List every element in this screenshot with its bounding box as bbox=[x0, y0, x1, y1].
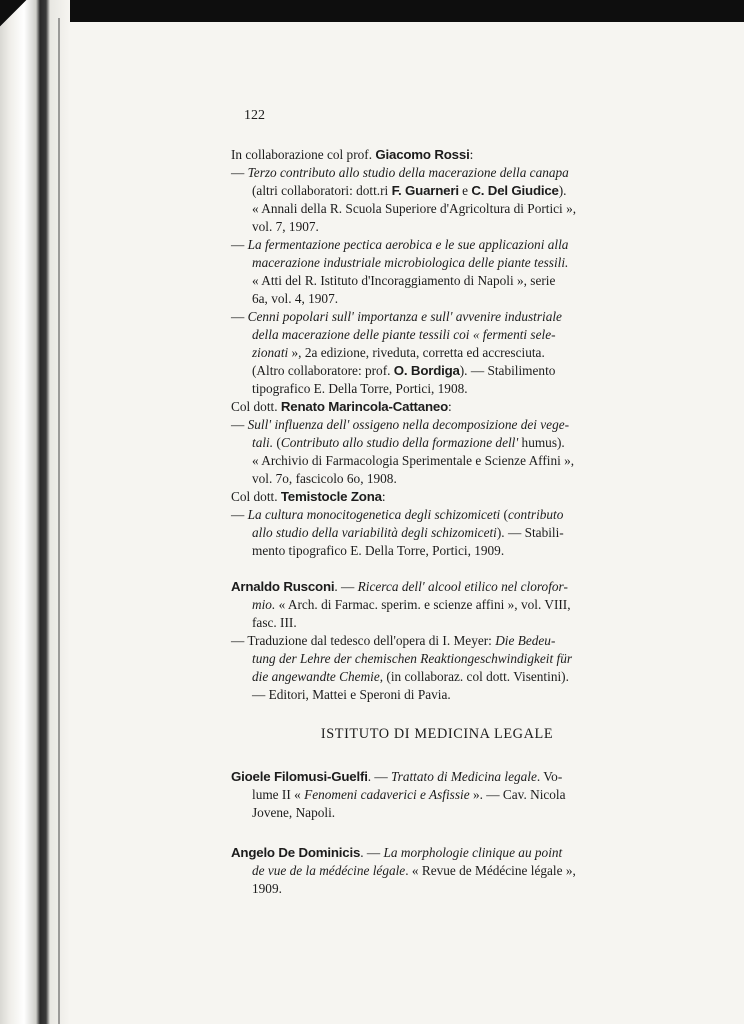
collab-zona-line bbox=[231, 488, 386, 506]
filomusi-line3: Jovene, Napoli. bbox=[252, 805, 336, 820]
text: . « Revue de Médécine légale », bbox=[405, 863, 576, 878]
dedominicis-line1 bbox=[231, 844, 562, 862]
entry5-line1 bbox=[231, 506, 563, 524]
collab-rossi-line bbox=[231, 146, 473, 164]
entry5-line2 bbox=[252, 524, 564, 542]
entry4-line2 bbox=[252, 434, 565, 452]
entry2-line3: « Atti del R. Istituto d'Incoraggiamento di Napoli », serie bbox=[252, 273, 556, 288]
entry2-line4: 6a, vol. 4, 1907. bbox=[252, 291, 339, 306]
text: lume II « bbox=[252, 787, 305, 802]
entry3-line5: tipografico E. Della Torre, Portici, 1908. bbox=[252, 381, 468, 396]
text: , (in collaboraz. col dott. Visentini). bbox=[379, 669, 569, 684]
rusconi-line7: — Editori, Mattei e Speroni di Pavia. bbox=[252, 687, 451, 702]
text: ». — Cav. Nicola bbox=[469, 787, 566, 802]
entry4-line3: « Archivio di Farmacologia Sperimentale e Scienze Affini », bbox=[252, 453, 575, 468]
entry2-line1 bbox=[231, 236, 568, 254]
entry3-line2: della macerazione delle piante tessili coi « fermenti sele- bbox=[252, 327, 556, 342]
work-title: Fenomeni cadaverici e Asfissie bbox=[304, 787, 470, 802]
entry1-line3: « Annali della R. Scuola Superiore d'Agricoltura di Portici », bbox=[252, 201, 577, 216]
text: Col dott. bbox=[231, 489, 281, 504]
rusconi-line4 bbox=[231, 632, 555, 650]
text: ). bbox=[558, 183, 567, 198]
entry5-line3: mento tipografico E. Della Torre, Portici, 1909. bbox=[252, 543, 505, 558]
entry3-line3 bbox=[252, 344, 545, 362]
dash: — bbox=[231, 507, 248, 522]
author-name: Angelo De Dominicis bbox=[231, 845, 361, 860]
work-title: die angewandte Chemie bbox=[252, 669, 380, 684]
page-corner bbox=[0, 0, 28, 30]
text: . — bbox=[367, 769, 391, 784]
work-title: Cenni popolari sull' importanza e sull' avvenire industriale bbox=[247, 309, 562, 324]
dash: — bbox=[231, 237, 248, 252]
work-title: zionati bbox=[252, 345, 289, 360]
dedominicis-line3: 1909. bbox=[252, 881, 282, 896]
dedominicis-line2 bbox=[252, 862, 576, 880]
text: (Altro collaboratore: prof. bbox=[252, 363, 394, 378]
author-name: Temistocle Zona bbox=[280, 489, 382, 504]
work-title: Terzo contributo allo studio della macerazione della canapa bbox=[247, 165, 569, 180]
work-title: Ricerca dell' alcool etilico nel clorofor- bbox=[357, 579, 568, 594]
entry4-line1 bbox=[231, 416, 569, 434]
author-name: F. Guarneri bbox=[391, 183, 459, 198]
dash: — bbox=[231, 417, 248, 432]
work-title: de vue de la médécine légale bbox=[252, 863, 406, 878]
work-title: mio. bbox=[252, 597, 276, 612]
author-name: Giacomo Rossi bbox=[375, 147, 470, 162]
work-title: tali. bbox=[252, 435, 274, 450]
text: : bbox=[381, 489, 386, 504]
text: ( bbox=[500, 507, 508, 522]
scan-top-edge bbox=[0, 0, 744, 22]
entry1-line2 bbox=[252, 182, 567, 200]
text: (altri collaboratori: dott.ri bbox=[252, 183, 392, 198]
text: « Arch. di Farmac. sperim. e scienze affini », vol. VIII, bbox=[275, 597, 571, 612]
rusconi-line3: fasc. III. bbox=[252, 615, 297, 630]
text: Col dott. bbox=[231, 399, 281, 414]
entry1-line1 bbox=[231, 164, 569, 182]
filomusi-line1 bbox=[231, 768, 562, 786]
rusconi-line2 bbox=[252, 596, 571, 614]
work-title: La cultura monocitogenetica degli schizomiceti bbox=[247, 507, 501, 522]
entry3-line1 bbox=[231, 308, 562, 326]
text: ). — Stabili- bbox=[496, 525, 564, 540]
text: », 2a edizione, riveduta, corretta ed accresciuta. bbox=[288, 345, 545, 360]
text: e bbox=[458, 183, 472, 198]
work-title: Contributo allo studio della formazione dell' bbox=[280, 435, 519, 450]
author-name: Arnaldo Rusconi bbox=[231, 579, 335, 594]
entry2-line2: macerazione industriale microbiologica delle piante tessili. bbox=[252, 255, 569, 270]
text: : bbox=[469, 147, 474, 162]
text: : bbox=[448, 399, 452, 414]
dash: — bbox=[231, 165, 248, 180]
work-title: Sull' influenza dell' ossigeno nella decomposizione dei vege- bbox=[247, 417, 570, 432]
rusconi-line1 bbox=[231, 578, 568, 596]
rusconi-line5: tung der Lehre der chemischen Reaktiongeschwindigkeit für bbox=[252, 651, 573, 666]
entry1-line4: vol. 7, 1907. bbox=[252, 219, 319, 234]
author-name: Gioele Filomusi-Guelfi bbox=[231, 769, 368, 784]
text: . — bbox=[334, 579, 358, 594]
text: . — bbox=[360, 845, 384, 860]
work-title: La fermentazione pectica aerobica e le sue applicazioni alla bbox=[247, 237, 569, 252]
binding-gutter-line bbox=[58, 18, 60, 1024]
author-name: C. Del Giudice bbox=[471, 183, 559, 198]
text: In collaborazione col prof. bbox=[231, 147, 376, 162]
text: humus). bbox=[518, 435, 565, 450]
collab-marincola-line bbox=[231, 398, 452, 416]
author-name: Renato Marincola-Cattaneo bbox=[280, 399, 449, 414]
page-number: 122 bbox=[244, 108, 265, 123]
author-name: O. Bordiga bbox=[393, 363, 460, 378]
work-title: Trattato di Medicina legale bbox=[391, 769, 537, 784]
work-title: contributo bbox=[508, 507, 564, 522]
work-title: La morphologie clinique au point bbox=[383, 845, 563, 860]
filomusi-line2 bbox=[252, 786, 566, 804]
dash: — bbox=[231, 309, 248, 324]
text: ( bbox=[273, 435, 281, 450]
entry4-line4: vol. 7o, fascicolo 6o, 1908. bbox=[252, 471, 397, 486]
rusconi-line6 bbox=[252, 668, 569, 686]
work-title: allo studio della variabilità degli schizomiceti bbox=[252, 525, 497, 540]
text: . Vo- bbox=[536, 769, 563, 784]
entry3-line4 bbox=[252, 362, 555, 380]
text: ). — Stabilimento bbox=[459, 363, 556, 378]
section-heading: ISTITUTO DI MEDICINA LEGALE bbox=[320, 726, 554, 742]
text: — Traduzione dal tedesco dell'opera di I. Meyer: bbox=[231, 633, 496, 648]
work-title: Die Bedeu- bbox=[495, 633, 556, 648]
